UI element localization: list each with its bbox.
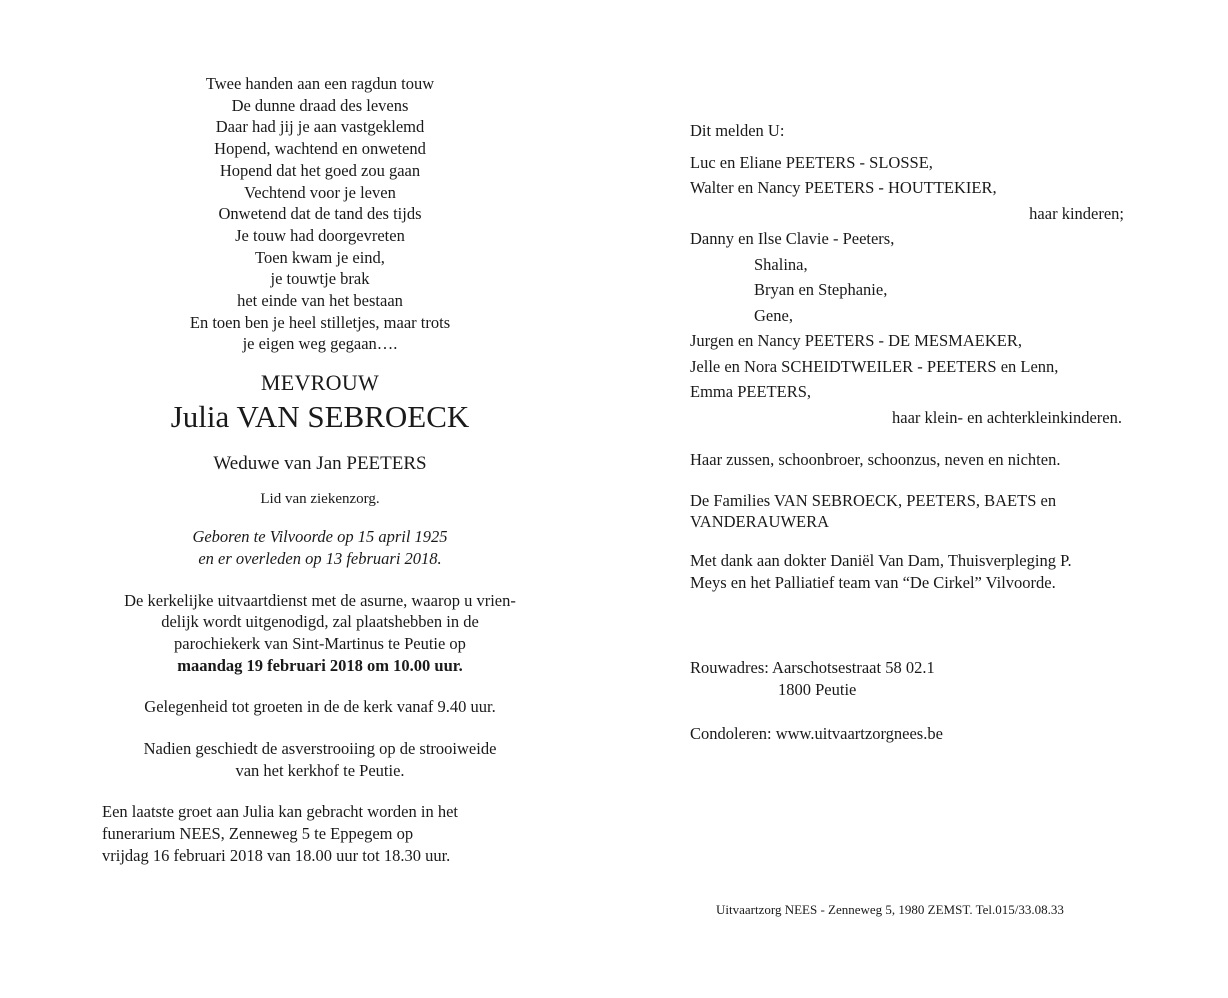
child-line: Luc en Eliane PEETERS - SLOSSE, — [690, 152, 933, 172]
poem-line: De dunne draad des levens — [231, 95, 409, 115]
birth-line: Geboren te Vilvoorde op 15 april 1925 — [192, 527, 448, 547]
farewell-line: vrijdag 16 februari 2018 van 18.00 uur tot 18.30 uur. — [102, 845, 451, 865]
farewell-line: funerarium NEES, Zenneweg 5 te Eppegem op — [102, 824, 414, 844]
service-line: delijk wordt uitgenodigd, zal plaatshebben in de — [161, 612, 479, 632]
poem-line: Hopend, wachtend en onwetend — [214, 139, 426, 159]
grandchild-line: Bryan en Stephanie, — [754, 280, 888, 299]
thanks-line: Meys en het Palliatief team van “De Cirkel” Vilvoorde. — [690, 572, 1056, 592]
widow-line: Weduwe van Jan PEETERS — [213, 453, 427, 475]
children-label: haar kinderen; — [1029, 203, 1124, 223]
child-line: Walter en Nancy PEETERS - HOUTTEKIER, — [690, 178, 997, 197]
grandchild-line: Danny en Ilse Clavie - Peeters, — [690, 229, 895, 248]
address-block — [690, 657, 1130, 700]
announce-intro: Dit melden U: — [690, 121, 785, 140]
grandchild-line: Emma PEETERS, — [690, 382, 811, 401]
poem-line: Twee handen aan een ragdun touw — [205, 74, 435, 93]
poem — [100, 73, 540, 355]
poem-line: je eigen weg gegaan…. — [242, 334, 398, 354]
service-line: De kerkelijke uitvaartdienst met de asurne, waarop u vrien- — [124, 590, 516, 610]
poem-line: Daar had jij je aan vastgeklemd — [215, 117, 425, 137]
condolences-line: Condoleren: www.uitvaartzorgnees.be — [690, 723, 943, 743]
families-line: De Families VAN SEBROECK, PEETERS, BAETS en — [690, 490, 1057, 510]
footer-funeral-home: Uitvaartzorg NEES - Zenneweg 5, 1980 ZEMST. Tel.015/33.08.33 — [716, 902, 1064, 917]
service-line: parochiekerk van Sint-Martinus te Peutie op — [174, 633, 466, 653]
scatter-block — [100, 738, 540, 781]
poem-line: Hopend dat het goed zou gaan — [219, 160, 421, 180]
service-date: maandag 19 februari 2018 om 10.00 uur. — [177, 655, 463, 675]
poem-line: Vechtend voor je leven — [244, 182, 396, 202]
deceased-title: MEVROUW — [260, 370, 380, 396]
farewell-line: Een laatste groet aan Julia kan gebracht worden in het — [102, 802, 458, 822]
poem-line: En toen ben je heel stilletjes, maar trots — [189, 312, 451, 332]
grandchild-line: Gene, — [754, 305, 793, 325]
grandchild-line: Jelle en Nora SCHEIDTWEILER - PEETERS en Lenn, — [690, 356, 1059, 376]
grandchild-line: Shalina, — [754, 254, 808, 274]
left-page — [100, 73, 540, 867]
membership-line: Lid van ziekenzorg. — [260, 491, 380, 508]
poem-line: het einde van het bestaan — [237, 291, 403, 311]
scatter-line: van het kerkhof te Peutie. — [235, 760, 405, 780]
address-line: Rouwadres: Aarschotsestraat 58 02.1 — [690, 658, 935, 678]
poem-line: Onwetend dat de tand des tijds — [218, 204, 422, 224]
address-line: 1800 Peutie — [778, 680, 857, 700]
death-line: en er overleden op 13 februari 2018. — [198, 548, 442, 568]
deceased-name: Julia VAN SEBROECK — [170, 399, 470, 435]
grandchildren-label: haar klein- en achterkleinkinderen. — [892, 407, 1122, 427]
poem-line: Je touw had doorgevreten — [235, 225, 405, 245]
grandchild-line: Jurgen en Nancy PEETERS - DE MESMAEKER, — [690, 331, 1022, 350]
poem-line: je touwtje brak — [270, 269, 370, 289]
poem-line: Toen kwam je eind, — [255, 247, 385, 267]
families-line: VANDERAUWERA — [690, 512, 830, 532]
thanks-block — [690, 550, 1130, 593]
farewell-block — [102, 801, 540, 866]
scatter-line: Nadien geschiedt de asverstrooiing op de strooiweide — [143, 739, 497, 759]
service-block — [100, 590, 540, 677]
greeting-line: Gelegenheid tot groeten in de de kerk vanaf 9.40 uur. — [144, 697, 496, 717]
families-block — [690, 490, 1130, 533]
thanks-line: Met dank aan dokter Daniël Van Dam, Thuisverpleging P. — [690, 550, 1072, 570]
right-page — [690, 118, 1130, 744]
birth-death-block — [100, 526, 540, 569]
siblings-line: Haar zussen, schoonbroer, schoonzus, neven en nichten. — [690, 450, 1061, 469]
